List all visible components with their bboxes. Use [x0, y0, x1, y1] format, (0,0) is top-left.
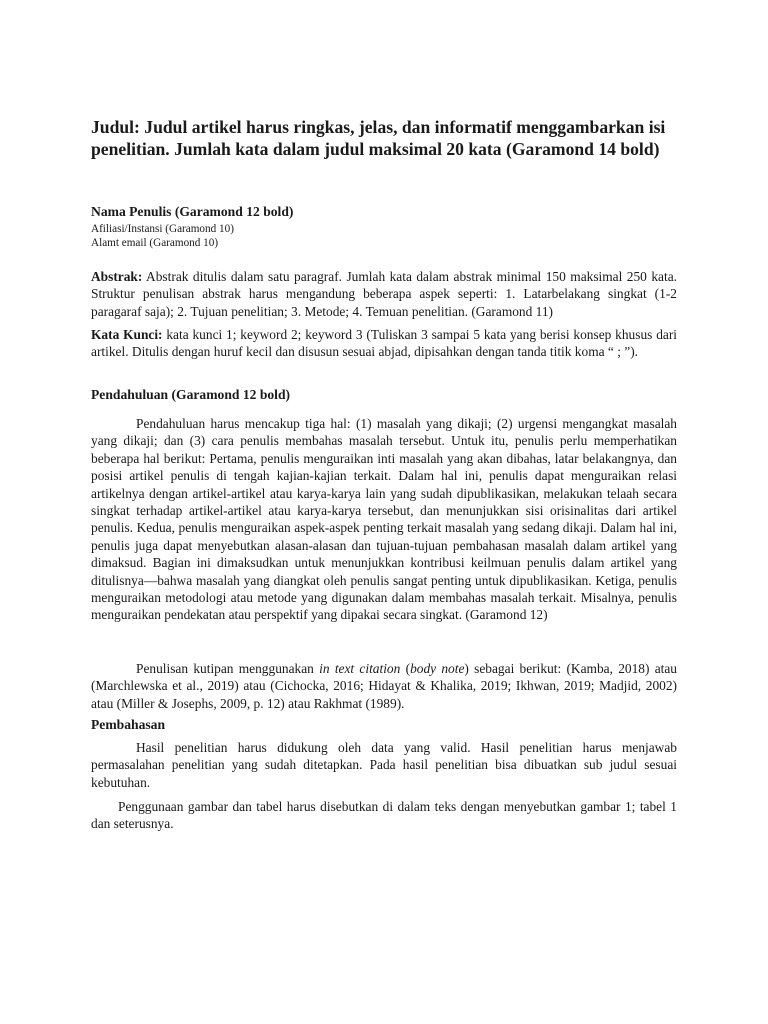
- intro-paragraph-2: [91, 660, 677, 712]
- abstract-label: Abstrak:: [91, 269, 143, 284]
- abstract-text: Abstrak ditulis dalam satu paragraf. Jumlah kata dalam abstrak minimal 150 maksimal 250 kata. Struktur penulisan abstrak harus mengandung beberapa aspek seperti: 1. Latarbelakang singkat (1-2 paragaraf saja); 2. Tujuan penelitian; 3. Metode; 4. Temuan penelitian. (Garamond 11): [91, 269, 677, 319]
- citation-italic-1: in text citation: [319, 661, 401, 676]
- discussion-paragraph-1: Hasil penelitian harus didukung oleh data yang valid. Hasil penelitian harus menjawab permasalahan penelitian yang sudah ditetapkan. Pada hasil penelitian bisa dibuatkan sub judul sesuai kebutuhan.: [91, 740, 677, 790]
- citation-text-a: Penulisan kutipan menggunakan: [136, 661, 320, 676]
- keywords-label: Kata Kunci:: [91, 327, 163, 342]
- section-heading-discussion: Pembahasan: [91, 717, 166, 732]
- intro-paragraph-1: Pendahuluan harus mencakup tiga hal: (1) masalah yang dikaji; (2) urgensi mengangkat masalah yang dikaji; dan (3) cara penulis membahas masalah tersebut. Untuk itu, penulis perlu memperhatikan beberapa hal berikut: Pertama, penulis menguraikan inti masalah yang akan dibahas, latar belakangnya, dan posisi artikel penulis di tengah kajian-kajian terkait. Dalam hal ini, penulis dapat menguraikan relasi artikelnya dengan artikel-artikel atau karya-karya lain yang sudah dipublikasikan, melakukan telaah secara singkat terhadap artikel-artikel atau karya-karya tersebut, dan menunjukkan sisi orisinalitas dari artikel penulis. Kedua, penulis menguraikan aspek-aspek penting terkait masalah yang sedang dikaji. Dalam hal ini, penulis juga dapat menyebutkan alasan-alasan dan tujuan-tujuan pembahasan masalah dalam artikel yang dimaksud. Bagian ini dimaksudkan untuk menunjukkan kontribusi keilmuan penulis dalam artikel yang ditulisnya—bahwa masalah yang diangkat oleh penulis sangat penting untuk dipublikasikan. Ketiga, penulis menguraikan metodologi atau metode yang digunakan dalam membahas masalah terkait. Misalnya, penulis menguraikan pendekatan atau perspektif yang dipakai secara singkat. (Garamond 12): [91, 416, 677, 623]
- affiliation: Afiliasi/Instansi (Garamond 10): [91, 223, 234, 235]
- abstract-paragraph: [91, 268, 677, 320]
- keywords-paragraph: [91, 326, 677, 361]
- discussion-paragraph-2: Penggunaan gambar dan tabel harus disebutkan di dalam teks dengan menyebutkan gambar 1; tabel 1 dan seterusnya.: [91, 799, 677, 832]
- section-heading-intro: Pendahuluan (Garamond 12 bold): [91, 387, 291, 402]
- citation-text-b: (: [400, 661, 411, 676]
- keywords-text: kata kunci 1; keyword 2; keyword 3 (Tuliskan 3 sampai 5 kata yang berisi konsep khusus dari artikel. Ditulis dengan huruf kecil dan disusun sesuai abjad, dipisahkan dengan tanda titik koma “ ; ”).: [91, 327, 678, 360]
- author-email: Alamt email (Garamond 10): [91, 237, 219, 249]
- author-name: Nama Penulis (Garamond 12 bold): [91, 204, 294, 219]
- citation-italic-2: body note: [410, 661, 465, 676]
- citation-text-c: ) sebagai berikut: (Kamba, 2018) atau (Marchlewska et al., 2019) atau (Cichocka, 2016; Hidayat & Khalika, 2019; Ikhwan, 2019; Madjid, 2002) atau (Miller & Josephs, 2009, p. 12) atau Rakhmat (1989).: [91, 661, 678, 711]
- article-title: Judul: Judul artikel harus ringkas, jelas, dan informatif menggambarkan isi penelitian. Jumlah kata dalam judul maksimal 20 kata (Garamond 14 bold): [91, 117, 666, 159]
